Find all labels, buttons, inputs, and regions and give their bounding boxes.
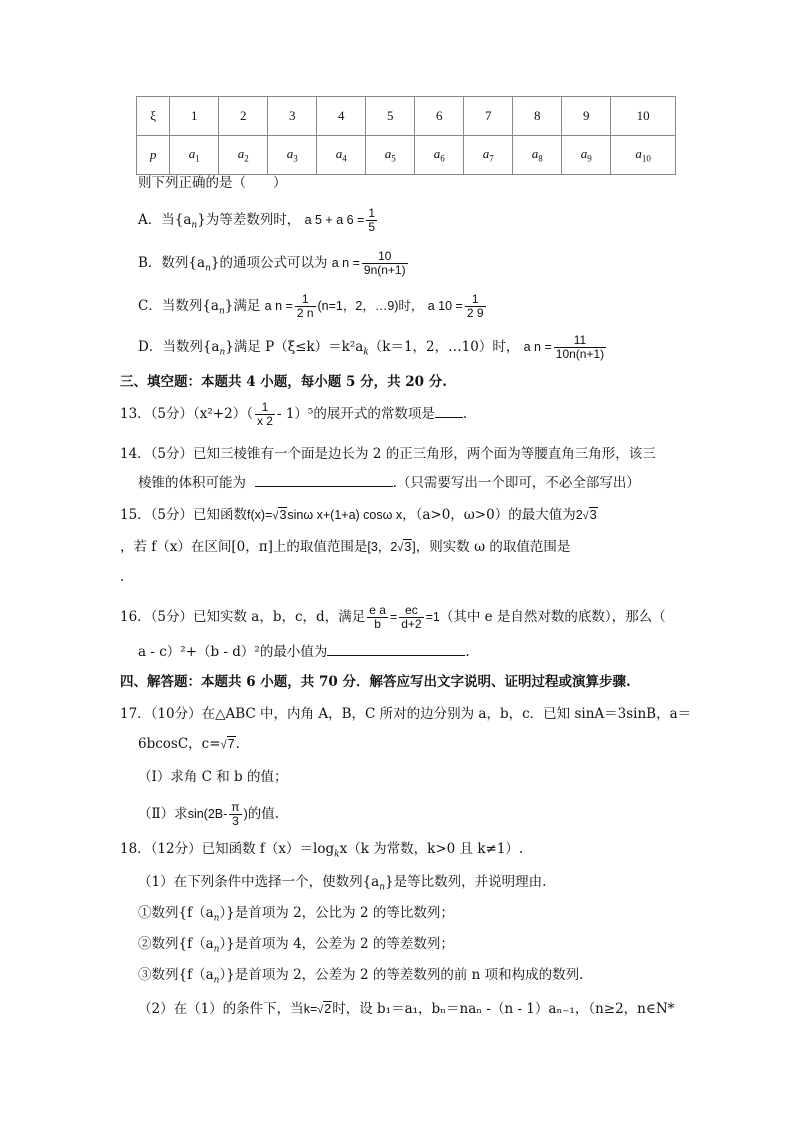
option-a bbox=[138, 207, 379, 235]
table-cell: 9 bbox=[562, 97, 611, 136]
q15-text: ，则实数 ω 的取值范围是 bbox=[415, 539, 571, 555]
q16-expr: =1 bbox=[425, 610, 440, 624]
denominator: b bbox=[374, 617, 381, 631]
denominator: 5 bbox=[368, 220, 376, 234]
table-cell: 3 bbox=[268, 97, 317, 136]
numerator: 1 bbox=[295, 293, 316, 307]
denominator: 2 9 bbox=[466, 306, 484, 320]
q18-text: }是等比数列，并说明理由. bbox=[385, 874, 547, 890]
subscript: n bbox=[213, 913, 220, 924]
q15-text: ，若 f（x）在区间[0，π]上的取值范围是 bbox=[120, 539, 368, 555]
fraction bbox=[362, 250, 408, 277]
q17-radicand: 7 bbox=[227, 737, 235, 751]
table-cell bbox=[464, 136, 513, 175]
denominator: 9n(n+1) bbox=[363, 263, 406, 277]
table-cell: p bbox=[137, 136, 170, 175]
option-d-text: D．当数列{a bbox=[138, 339, 220, 355]
q14-text: .（只需要写出一个即可，不必全部写出） bbox=[392, 475, 640, 491]
q18-radicand: 2 bbox=[324, 1002, 332, 1016]
numerator: 11 bbox=[554, 334, 606, 348]
answer-blank bbox=[255, 485, 393, 487]
table-cell: 2 bbox=[219, 97, 268, 136]
sqrt-icon: √ bbox=[582, 510, 589, 522]
q17-text: . bbox=[235, 736, 240, 752]
q15-expr: sinω x+(1+a) cosω x bbox=[287, 508, 403, 522]
q18-text: x（k 为常数，k>0 且 k≠1）. bbox=[339, 841, 524, 857]
option-c-text: }满足 bbox=[224, 298, 261, 314]
table-cell: 8 bbox=[513, 97, 562, 136]
table-cell bbox=[317, 136, 366, 175]
q15-text: ，（a>0，ω>0）的最大值为 bbox=[402, 507, 576, 523]
option-b-text: }的通项公式可以为 bbox=[210, 255, 328, 271]
distribution-table bbox=[136, 96, 676, 175]
cell-subscript: 5 bbox=[391, 153, 396, 164]
subscript: n bbox=[379, 882, 386, 893]
cell-base: a bbox=[531, 146, 539, 162]
q18-text: ②数列{f（a bbox=[138, 936, 214, 952]
table-row bbox=[137, 136, 676, 175]
numerator: e a bbox=[369, 603, 386, 617]
cell-subscript: 1 bbox=[195, 153, 200, 164]
q18-expr: k= bbox=[303, 1002, 318, 1016]
section-heading: 三、填空题：本题共 4 小题，每小题 5 分，共 20 分. bbox=[120, 374, 447, 390]
q15-expr: [3，2 bbox=[367, 540, 398, 554]
table-cell: 4 bbox=[317, 97, 366, 136]
q15-expr: f(x)= bbox=[247, 508, 273, 522]
question-14-line1: 14．（5分）已知三棱锥有一个面是边长为 2 的正三角形，两个面为等腰直角三角形，该三 bbox=[120, 446, 656, 462]
q18-text: 18．（12分）已知函数 f（x）＝log bbox=[120, 841, 335, 857]
table-cell bbox=[268, 136, 317, 175]
table-cell bbox=[366, 136, 415, 175]
sqrt-icon: √ bbox=[272, 510, 279, 522]
q17-text: 的值. bbox=[247, 806, 280, 822]
q18-text: ）}是首项为 2，公差为 2 的等差数列的前 n 项和构成的数列. bbox=[219, 967, 584, 983]
option-d-expr: a n = bbox=[523, 340, 552, 354]
q16-text: （其中 e 是自然对数的底数），那么（ bbox=[439, 609, 666, 625]
question-17-line2 bbox=[138, 735, 240, 754]
question-15-line1 bbox=[120, 506, 598, 525]
q18-text: ①数列{f（a bbox=[138, 905, 214, 921]
q14-text: 棱锥的体积可能为 bbox=[138, 475, 246, 491]
subscript: n bbox=[219, 347, 226, 358]
fraction bbox=[366, 207, 377, 234]
table-row bbox=[137, 97, 676, 136]
denominator: d+2 bbox=[401, 617, 422, 631]
table-cell bbox=[562, 136, 611, 175]
option-c bbox=[138, 293, 488, 321]
denominator: 10n(n+1) bbox=[555, 347, 605, 361]
cell-base: a bbox=[188, 146, 196, 162]
q13-text: . bbox=[462, 406, 468, 422]
cell-base: a bbox=[635, 146, 642, 162]
q18-text: （1）在下列条件中选择一个，使数列{a bbox=[138, 874, 380, 890]
cell-subscript: 4 bbox=[342, 153, 347, 164]
fraction bbox=[465, 293, 486, 320]
question-18-part2 bbox=[138, 1000, 674, 1019]
q17-expr: sin(2B- bbox=[187, 807, 228, 821]
fraction bbox=[255, 401, 275, 428]
question-18-choice2 bbox=[138, 935, 454, 959]
subscript: n bbox=[191, 220, 198, 231]
sqrt-icon: √ bbox=[317, 1004, 324, 1016]
table-cell: ξ bbox=[137, 97, 170, 136]
question-18-choice1 bbox=[138, 904, 454, 928]
table-cell bbox=[170, 136, 219, 175]
q18-text: ）}是首项为 4，公差为 2 的等差数列； bbox=[219, 936, 454, 952]
fraction bbox=[554, 334, 606, 361]
subscript: n bbox=[218, 306, 225, 317]
subscript: n bbox=[213, 944, 220, 955]
q17-expr: ) bbox=[243, 807, 248, 821]
fraction bbox=[367, 604, 388, 631]
q15-radicand: 3 bbox=[404, 540, 412, 554]
numerator: π bbox=[231, 800, 240, 814]
subscript: k bbox=[334, 849, 340, 860]
cell-subscript: 2 bbox=[244, 153, 249, 164]
question-13 bbox=[120, 401, 467, 428]
numerator: ec bbox=[399, 604, 423, 618]
option-d-text: （k＝1，2，…10）时， bbox=[368, 339, 520, 355]
question-18-line1 bbox=[120, 840, 523, 864]
question-stem: 则下列正确的是（ ） bbox=[138, 175, 287, 191]
table-cell: 7 bbox=[464, 97, 513, 136]
q16-text: 16．（5分）已知实数 a，b，c，d，满足 bbox=[120, 609, 366, 625]
cell-base: a bbox=[580, 146, 588, 162]
sqrt-icon: √ bbox=[397, 542, 404, 554]
cell-subscript: 3 bbox=[293, 153, 298, 164]
table-cell: 5 bbox=[366, 97, 415, 136]
denominator: 2 n bbox=[296, 306, 314, 320]
q18-text: ③数列{f（a bbox=[138, 967, 214, 983]
cell-base: a bbox=[286, 146, 294, 162]
question-14-line2 bbox=[138, 474, 640, 492]
cell-subscript: 7 bbox=[489, 153, 494, 164]
option-d bbox=[138, 334, 608, 362]
question-18-choice3 bbox=[138, 966, 583, 990]
cell-base: a bbox=[237, 146, 245, 162]
option-a-text: A．当{a bbox=[138, 212, 192, 228]
numerator: 1 bbox=[465, 293, 486, 307]
table-cell bbox=[219, 136, 268, 175]
fraction bbox=[399, 604, 423, 631]
subscript: n bbox=[213, 975, 220, 986]
table-cell bbox=[415, 136, 464, 175]
q15-radicand: 3 bbox=[589, 508, 597, 522]
question-16-line1 bbox=[120, 604, 666, 631]
q15-expr: ] bbox=[412, 540, 416, 554]
q18-text: （2）在（1）的条件下，当 bbox=[138, 1001, 304, 1017]
cell-base: a bbox=[433, 146, 441, 162]
q16-expr: = bbox=[389, 610, 398, 624]
q13-text: 13．（5分）（x²+2）（ bbox=[120, 406, 253, 422]
subscript: k bbox=[363, 347, 369, 358]
option-b-text: B．数列{a bbox=[138, 255, 206, 271]
question-17-part1: （Ⅰ）求角 C 和 b 的值； bbox=[138, 769, 288, 785]
cell-base: a bbox=[384, 146, 392, 162]
q18-text: 时，设 b₁＝a₁，bₙ＝naₙ -（n - 1）aₙ₋₁，（n≥2，n∈N* bbox=[332, 1001, 675, 1017]
cell-base: a bbox=[335, 146, 343, 162]
q15-text: 15．（5分）已知函数 bbox=[120, 507, 248, 523]
cell-subscript: 9 bbox=[587, 153, 592, 164]
numerator: 1 bbox=[368, 206, 376, 220]
answer-blank bbox=[327, 654, 465, 656]
option-d-text: }满足 P（ξ≤k）＝k²a bbox=[225, 339, 364, 355]
table-cell bbox=[611, 136, 676, 175]
q15-radicand: 3 bbox=[279, 508, 287, 522]
sqrt-icon: √ bbox=[220, 739, 227, 751]
q16-text: a - c）²+（b - d）²的最小值为 bbox=[138, 644, 328, 660]
q17-text: （Ⅱ）求 bbox=[138, 806, 188, 822]
option-c-text: (n=1，2，…9)时， bbox=[317, 299, 424, 313]
section-heading: 四、解答题：本题共 6 小题，共 70 分．解答应写出文字说明、证明过程或演算步骤. bbox=[120, 674, 631, 690]
option-c-expr: a 10 = bbox=[427, 299, 463, 313]
answer-blank bbox=[435, 416, 463, 418]
option-a-expr: a 5 + a 6 = bbox=[304, 213, 365, 227]
q18-text: ）}是首项为 2，公比为 2 的等比数列； bbox=[219, 905, 454, 921]
cell-subscript: 8 bbox=[538, 153, 543, 164]
q16-text: . bbox=[465, 644, 470, 660]
question-15-line2 bbox=[120, 538, 570, 557]
question-17-part2 bbox=[138, 801, 279, 828]
q17-text: 6bcosC，c= bbox=[138, 736, 221, 752]
fraction bbox=[295, 293, 316, 320]
question-16-line2 bbox=[138, 643, 470, 661]
option-c-text: C．当数列{a bbox=[138, 298, 219, 314]
option-b-expr: a n = bbox=[331, 256, 360, 270]
denominator: x 2 bbox=[256, 414, 273, 428]
denominator: 3 bbox=[232, 814, 239, 828]
question-17-line1: 17．（10分）在△ABC 中，内角 A，B，C 所对的边分别为 a，b，c．已知 sinA＝3sinB，a＝ bbox=[120, 706, 692, 722]
q13-text: - 1）⁵的展开式的常数项是 bbox=[276, 406, 435, 422]
question-18-part1 bbox=[138, 873, 546, 897]
option-b bbox=[138, 250, 410, 278]
table-cell: 6 bbox=[415, 97, 464, 136]
fraction bbox=[229, 801, 241, 828]
cell-base: a bbox=[482, 146, 490, 162]
cell-subscript: 10 bbox=[641, 153, 651, 164]
option-a-text: }为等差数列时， bbox=[197, 212, 301, 228]
table-cell bbox=[513, 136, 562, 175]
numerator: 1 bbox=[255, 401, 275, 415]
table-cell: 10 bbox=[611, 97, 676, 136]
cell-subscript: 6 bbox=[440, 153, 445, 164]
table-cell: 1 bbox=[170, 97, 219, 136]
subscript: n bbox=[205, 263, 211, 274]
q15-expr: 2 bbox=[575, 508, 583, 522]
option-c-expr: a n = bbox=[264, 299, 293, 313]
question-15-line3: . bbox=[120, 569, 125, 585]
numerator: 10 bbox=[362, 250, 408, 264]
